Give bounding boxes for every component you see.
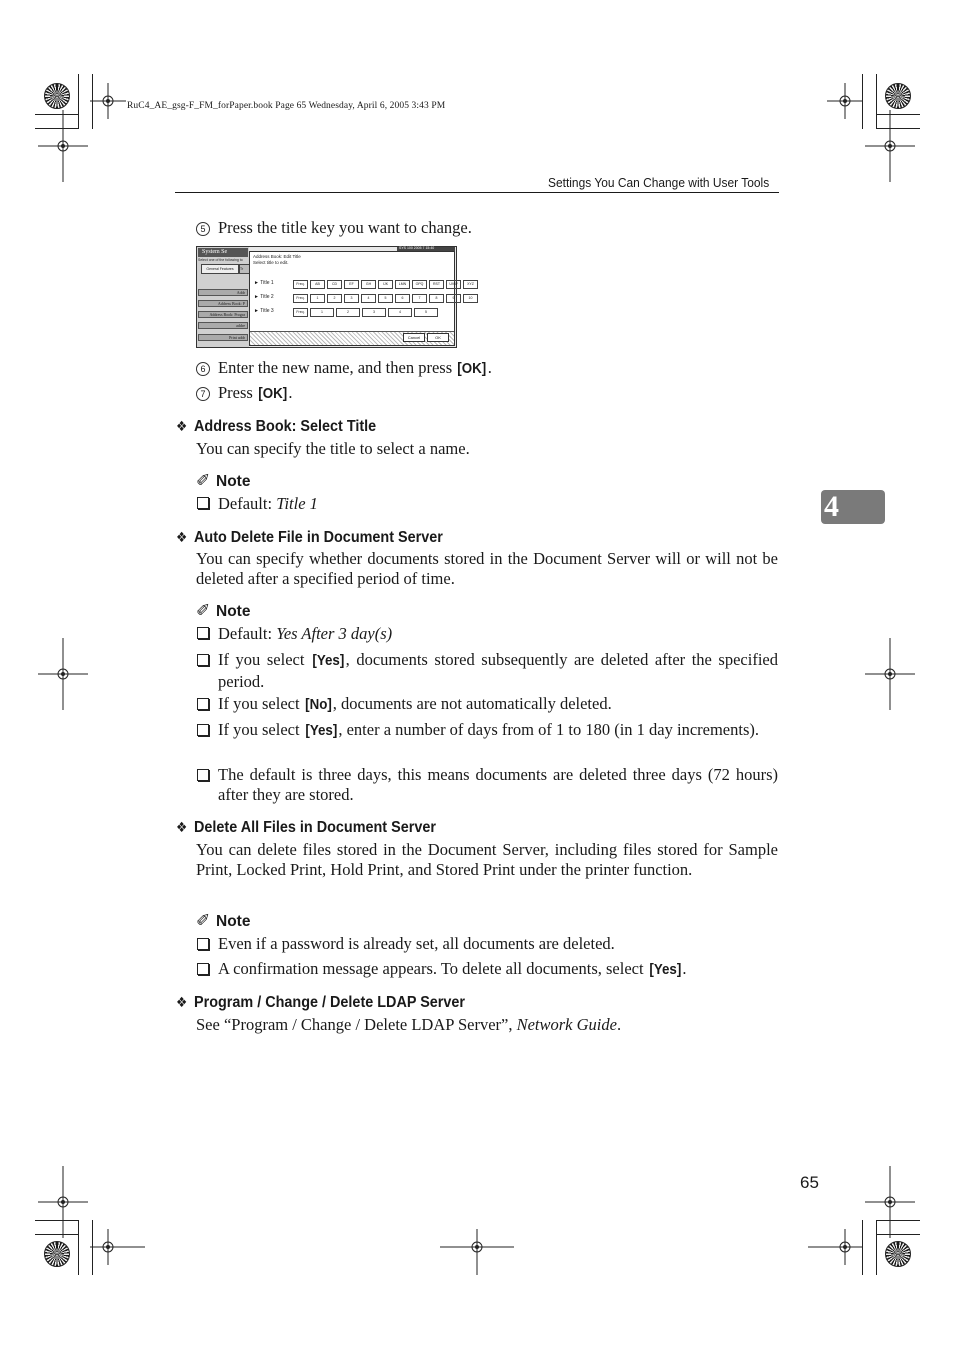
- step-6: [196, 358, 492, 380]
- running-header: Settings You Can Change with User Tools: [548, 175, 770, 190]
- section-heading-delete-all: [176, 819, 436, 837]
- section-heading-ldap: [176, 994, 465, 1012]
- step-5: [196, 218, 472, 238]
- screenshot-key: OPQ: [412, 280, 427, 289]
- item-text: , documents stored subsequently are deleted after the specified period.: [218, 650, 778, 691]
- section-body: [196, 1015, 621, 1035]
- chapter-tab: [821, 490, 885, 524]
- section-body: You can specify the title to select a name.: [196, 439, 470, 458]
- item-text: .: [682, 959, 687, 978]
- screenshot-key: 5: [414, 308, 438, 317]
- note-item: [197, 494, 318, 514]
- screenshot-dialog: [249, 251, 474, 346]
- screenshot-key: RST: [429, 280, 444, 289]
- note-label: [196, 911, 250, 931]
- item-text: The default is three days, this means documents are deleted three days (72 hours) after they are stored.: [218, 765, 778, 804]
- screenshot-figure: [196, 246, 474, 348]
- screenshot-row-label: ► Title 1: [254, 280, 274, 286]
- item-text: Even if a password is already set, all documents are deleted.: [218, 934, 615, 953]
- pencil-icon: ✐: [196, 911, 211, 930]
- checkbox-bullet-icon: [197, 963, 209, 975]
- section-body: You can specify whether documents stored in the Document Server will or will not be deleted after a specified period of time.: [196, 549, 778, 588]
- screenshot-key: 4: [388, 308, 412, 317]
- screenshot-key: 2: [336, 308, 360, 317]
- item-text: A confirmation message appears. To delete all documents, select: [218, 959, 648, 978]
- screenshot-dialog-sub: Select title to edit.: [253, 260, 289, 265]
- pencil-icon: ✐: [196, 601, 211, 620]
- step-punct: .: [288, 383, 293, 402]
- screenshot-key: 10: [463, 294, 478, 303]
- screenshot-cancel-button: Cancel: [403, 333, 425, 342]
- screenshot-dialog-title: Address Book: Edit Title: [253, 254, 301, 259]
- screenshot-side-button: Print addr: [198, 334, 248, 341]
- heading-text: Delete All Files in Document Server: [194, 819, 436, 836]
- item-text: If you select: [218, 650, 311, 669]
- checkbox-bullet-icon: [197, 769, 209, 781]
- yes-key: [Yes]: [305, 723, 337, 739]
- header-rule: [175, 192, 779, 193]
- screenshot-key: CD: [327, 280, 342, 289]
- screenshot-key: Freq.: [293, 294, 308, 303]
- body-text: .: [616, 1015, 622, 1034]
- checkbox-bullet-icon: [197, 654, 209, 666]
- page-number: 65: [800, 1173, 819, 1192]
- screenshot-key: 6: [395, 294, 410, 303]
- no-key: [No]: [304, 697, 332, 713]
- screenshot-side-button: Address Book: Progra: [198, 311, 248, 318]
- network-guide-reference: Network Guide: [516, 1015, 617, 1034]
- heading-text: Address Book: Select Title: [194, 418, 377, 435]
- screenshot-key: 2: [327, 294, 342, 303]
- screenshot-key: EF: [344, 280, 359, 289]
- screenshot-sidebar: [197, 247, 249, 347]
- screenshot-keys-row-1: [293, 280, 478, 289]
- file-info: RuC4_AE_gsg-F_FM_forPaper.book Page 65 Wednesday, April 6, 2005 3:43 PM: [127, 101, 446, 111]
- screenshot-tab-general: General Features: [201, 264, 239, 274]
- screenshot-key: GH: [361, 280, 376, 289]
- heading-text: Auto Delete File in Document Server: [194, 529, 443, 546]
- diamond-bullet-icon: ❖: [176, 994, 188, 1010]
- screenshot-key: 3: [362, 308, 386, 317]
- checkbox-bullet-icon: [197, 724, 209, 736]
- screenshot-keys-row-2: [293, 294, 478, 303]
- screenshot-side-title: System Se: [198, 248, 248, 257]
- note-item: [197, 624, 392, 644]
- note-text: Note: [216, 603, 251, 620]
- step-7: [196, 383, 293, 405]
- checkbox-bullet-icon: [197, 698, 209, 710]
- screenshot-side-button: Address Book: P: [198, 300, 248, 307]
- screenshot-key: AB: [310, 280, 325, 289]
- checkbox-bullet-icon: [197, 627, 209, 639]
- screenshot-ok-button: OK: [427, 333, 449, 342]
- yes-key: [Yes]: [312, 653, 345, 669]
- screenshot-side-button: Addr: [198, 289, 248, 296]
- step-number: 5: [196, 222, 210, 236]
- body-text: See “Program / Change / Delete LDAP Server”,: [196, 1015, 517, 1034]
- step-text: Enter the new name, and then press: [218, 358, 457, 377]
- screenshot-key: 9: [446, 294, 461, 303]
- screenshot-bottom-bar: [250, 331, 454, 345]
- screenshot-key: 4: [361, 294, 376, 303]
- item-text: , documents are not automatically deleted.: [332, 694, 612, 713]
- screenshot-key: XYZ: [463, 280, 478, 289]
- section-heading-auto-delete: [176, 529, 443, 547]
- checkbox-bullet-icon: [197, 497, 209, 509]
- screenshot-key: Freq.: [293, 280, 308, 289]
- screenshot-key: LMN: [395, 280, 410, 289]
- default-value: Yes After 3 day(s): [276, 624, 393, 643]
- step-number: 7: [196, 387, 210, 401]
- note-label: [196, 471, 250, 491]
- step-number: 6: [196, 362, 210, 376]
- chapter-tab-number: 4: [824, 490, 839, 523]
- screenshot-key: IJK: [378, 280, 393, 289]
- screenshot-row-label: ► Title 3: [254, 308, 274, 314]
- screenshot-key: 8: [429, 294, 444, 303]
- step-text: Press: [218, 383, 257, 402]
- heading-text: Program / Change / Delete LDAP Server: [194, 994, 466, 1011]
- default-label: Default:: [218, 494, 277, 513]
- step-punct: .: [487, 358, 492, 377]
- note-text: Note: [216, 473, 251, 490]
- checkbox-bullet-icon: [197, 938, 209, 950]
- section-heading-select-title: [176, 418, 376, 436]
- ok-key: [OK]: [258, 386, 288, 402]
- screenshot-tab-tr: Tr: [239, 264, 250, 274]
- item-text: If you select: [218, 720, 304, 739]
- diamond-bullet-icon: ❖: [176, 529, 188, 545]
- default-value: Title 1: [276, 494, 318, 513]
- pencil-icon: ✐: [196, 471, 211, 490]
- item-text: If you select: [218, 694, 304, 713]
- note-text: Note: [216, 913, 251, 930]
- item-text: , enter a number of days from of 1 to 180 (in 1 day increments).: [338, 720, 759, 739]
- screenshot-key: 5: [378, 294, 393, 303]
- ok-key: [OK]: [457, 361, 487, 377]
- default-label: Default:: [218, 624, 277, 643]
- diamond-bullet-icon: ❖: [176, 418, 188, 434]
- screenshot-side-sub: Select one of the following to: [198, 258, 243, 262]
- screenshot-keys-row-3: [293, 308, 438, 317]
- screenshot-key: 3: [344, 294, 359, 303]
- screenshot-status-text: SYS 100 2005 7 15:40: [399, 246, 435, 250]
- screenshot-row-label: ► Title 2: [254, 294, 274, 300]
- screenshot-key: 7: [412, 294, 427, 303]
- note-label: [196, 601, 250, 621]
- screenshot-side-button: addre: [198, 322, 248, 329]
- section-body: You can delete files stored in the Document Server, including files stored for Sample Print, Locked Print, Hold Print, and Stored Print under the printer function.: [196, 840, 778, 879]
- screenshot-key: Freq.: [293, 308, 308, 317]
- screenshot-key: 1: [310, 308, 334, 317]
- yes-key: [Yes]: [649, 962, 681, 978]
- screenshot-key: UVW: [446, 280, 461, 289]
- screenshot-key: 1: [310, 294, 325, 303]
- diamond-bullet-icon: ❖: [176, 819, 188, 835]
- step-text: Press the title key you want to change.: [218, 218, 472, 237]
